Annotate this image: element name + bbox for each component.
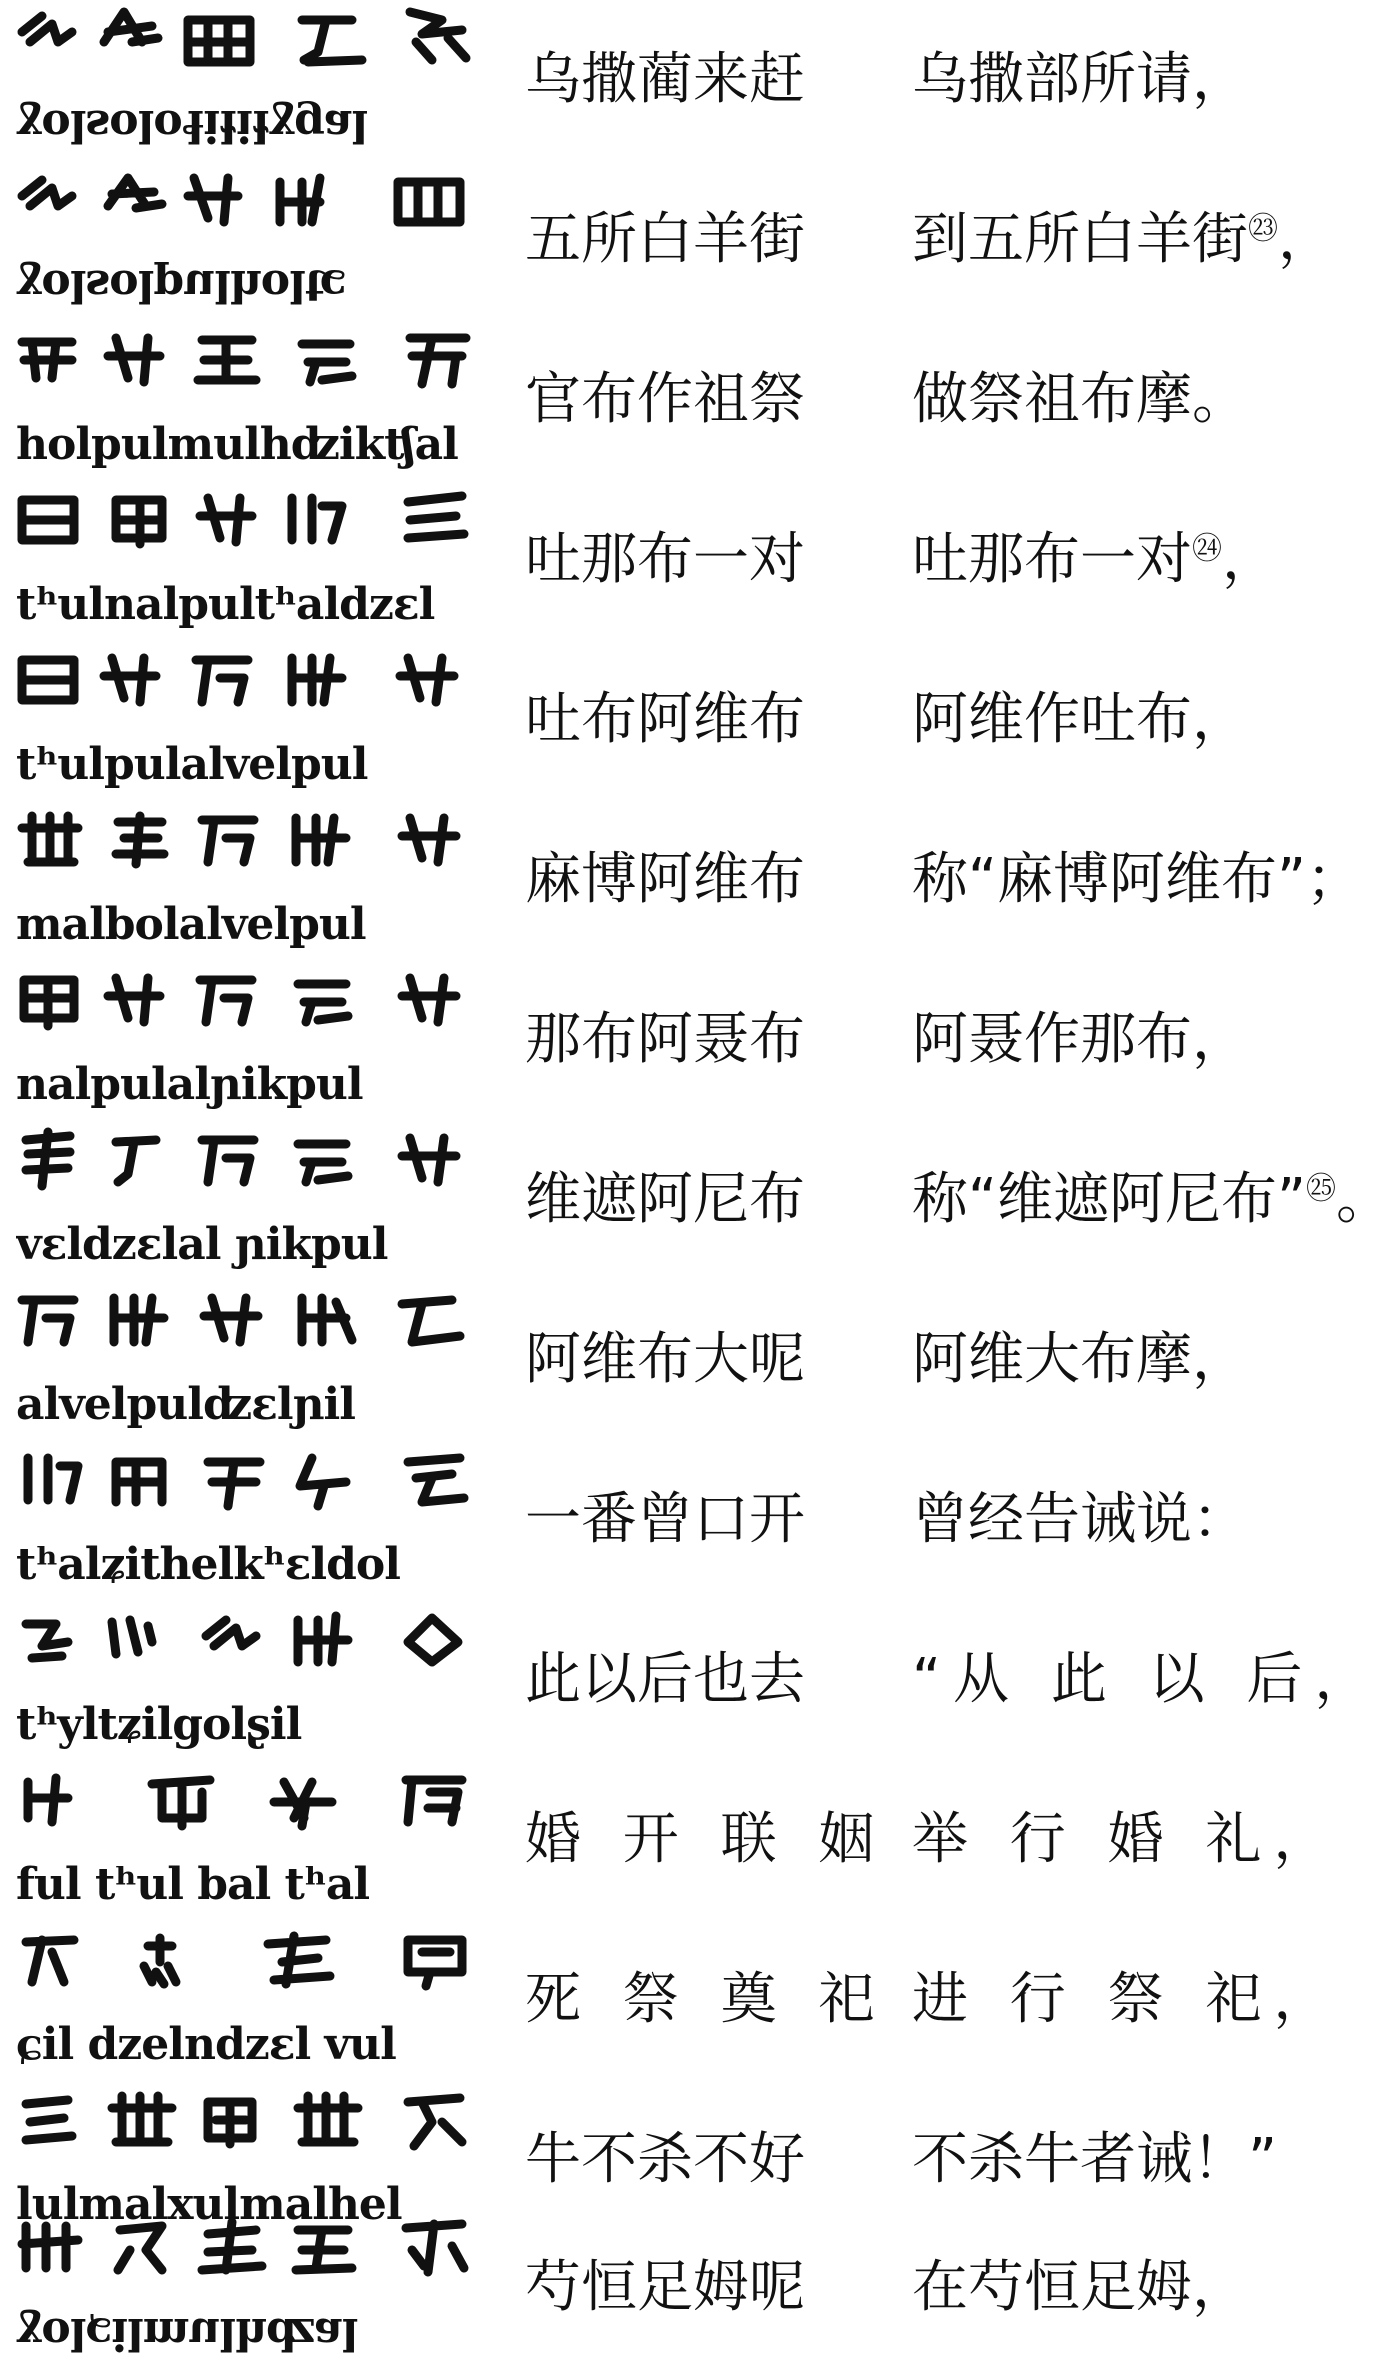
ipa-transcription: tʰulnalpultʰaldzɛl (16, 579, 435, 630)
literal-gloss: 一番曾口开 (525, 1487, 805, 1552)
yi-script-glyphs (12, 1602, 482, 1694)
yi-glyphs-image (12, 962, 482, 1054)
translation-punctuation: ， (1222, 527, 1278, 592)
footnote-marker: ㉓ (1248, 211, 1278, 247)
yi-script-cell (12, 802, 482, 958)
yi-script-glyphs (12, 2210, 482, 2302)
translation (912, 1160, 1392, 1240)
yi-script-glyphs (12, 642, 482, 734)
yi-script-glyphs (12, 162, 482, 254)
yi-script-cell (12, 1282, 482, 1438)
yi-glyphs-image (12, 1122, 482, 1214)
ipa-transcription: alvelpulʣɛlɲil (16, 1379, 355, 1430)
yi-glyphs-image (12, 802, 482, 894)
verse-row (0, 1600, 1392, 1760)
yi-glyphs-image (12, 322, 482, 414)
yi-script-cell (12, 1122, 482, 1278)
yi-script-cell (12, 482, 482, 638)
translation-text: 到五所白羊街 (912, 207, 1248, 272)
literal-gloss: 维遮阿尼布 (525, 1167, 805, 1232)
verse-row (0, 1920, 1392, 2080)
literal-gloss: 牛不杀不好 (525, 2127, 805, 2192)
ipa-transcription: ɕil dzelndzɛl vul (16, 2019, 396, 2070)
translation: 不杀牛者诫！” (912, 2127, 1278, 2192)
yi-script-glyphs (12, 1122, 482, 1214)
yi-glyphs-image (12, 2210, 482, 2302)
verse-row (0, 1440, 1392, 1600)
translation-punctuation: ， (1278, 207, 1334, 272)
yi-script-cell (12, 322, 482, 478)
verse-row (0, 800, 1392, 960)
literal-gloss: 麻博阿维布 (525, 847, 805, 912)
yi-script-cell (12, 1762, 482, 1918)
literal-gloss: 官布作祖祭 (525, 367, 805, 432)
translation: 阿维作吐布， (912, 687, 1248, 752)
translation: 进 行 祭 祀， (912, 1967, 1342, 2032)
ipa-transcription: lulmalxulmalhel (16, 2179, 402, 2230)
ipa-transcription: ɣolɕilmulhʣal (16, 2308, 358, 2359)
footnote-marker: ㉕ (1306, 1171, 1337, 1207)
literal-gloss: 乌撒蔺来赶 (525, 47, 805, 112)
translation: 称“麻博阿维布”； (912, 847, 1363, 912)
ipa-transcription: ɣolsolpulholʨ (16, 260, 346, 311)
ipa-transcription: malbolalvelpul (16, 899, 366, 950)
verse-row (0, 0, 1392, 160)
yi-glyphs-image (12, 1282, 482, 1374)
yi-script-glyphs (12, 1442, 482, 1534)
translation: 做祭祖布摩。 (912, 367, 1248, 432)
literal-gloss: 吐布阿维布 (525, 687, 805, 752)
yi-script-glyphs (12, 2082, 482, 2174)
ipa-transcription: vɛldzɛlal ɲikpul (16, 1219, 388, 1270)
ipa-transcription: ful tʰul bal tʰal (16, 1859, 370, 1910)
ipa-transcription: holpulmulhʣikʧal (16, 419, 458, 470)
yi-glyphs-image (12, 1762, 482, 1854)
yi-script-glyphs (12, 1282, 482, 1374)
translation: 举 行 婚 礼， (912, 1807, 1342, 1872)
literal-gloss: 吐那布一对 (525, 527, 805, 592)
yi-script-glyphs (12, 482, 482, 574)
translation: 曾经告诫说： (912, 1487, 1248, 1552)
yi-script-cell (12, 1602, 482, 1758)
yi-script-glyphs (12, 322, 482, 414)
verse-row (0, 320, 1392, 480)
yi-glyphs-image (12, 162, 482, 254)
translation: 阿维大布摩， (912, 1327, 1248, 1392)
ipa-transcription: tʰyltʑilgolʂil (16, 1699, 302, 1750)
yi-script-cell (12, 642, 482, 798)
yi-script-glyphs (12, 1762, 482, 1854)
yi-glyphs-image (12, 482, 482, 574)
yi-script-cell (12, 2, 482, 158)
literal-gloss: 此以后也去 (525, 1647, 805, 1712)
translation: “从 此 以 后， (912, 1647, 1383, 1712)
literal-gloss: 芍恒足姆呢 (525, 2255, 805, 2320)
ipa-transcription: tʰalʑithelkʰɛldol (16, 1539, 400, 1590)
translation (912, 520, 1382, 600)
translation: 阿聂作那布， (912, 1007, 1248, 1072)
yi-script-glyphs (12, 2, 482, 94)
verse-row (0, 1280, 1392, 1440)
ipa-transcription: tʰulpulalvelpul (16, 739, 368, 790)
ipa-transcription: nalpulalɲikpul (16, 1059, 363, 1110)
translation-punctuation: 。 (1336, 1167, 1392, 1232)
literal-gloss: 婚 开 联 姻 (525, 1807, 887, 1872)
yi-glyphs-image (12, 1602, 482, 1694)
translation: 乌撒部所请， (912, 47, 1248, 112)
translation (912, 200, 1382, 280)
literal-gloss: 五所白羊街 (525, 207, 805, 272)
verse-row (0, 960, 1392, 1120)
yi-script-cell (12, 962, 482, 1118)
yi-glyphs-image (12, 1442, 482, 1534)
yi-script-glyphs (12, 802, 482, 894)
translation-text: 称“维遮阿尼布” (912, 1167, 1307, 1232)
yi-glyphs-image (12, 2082, 482, 2174)
yi-script-cell (12, 2210, 482, 2366)
verse-row (0, 1120, 1392, 1280)
translation-text: 吐那布一对 (912, 527, 1192, 592)
yi-script-cell (12, 1442, 482, 1598)
verse-row (0, 1760, 1392, 1920)
verse-row (0, 160, 1392, 320)
translation: 在芍恒足姆， (912, 2255, 1248, 2320)
yi-glyphs-image (12, 2, 482, 94)
yi-script-glyphs (12, 1922, 482, 2014)
ipa-transcription: ɣolsoloɬiɫiɫɣgal (16, 100, 368, 151)
literal-gloss: 阿维布大呢 (525, 1327, 805, 1392)
verse-row (0, 640, 1392, 800)
yi-glyphs-image (12, 642, 482, 734)
verse-row (0, 2208, 1392, 2368)
yi-script-cell (12, 162, 482, 318)
literal-gloss: 那布阿聂布 (525, 1007, 805, 1072)
footnote-marker: ㉔ (1192, 531, 1222, 567)
yi-script-cell (12, 1922, 482, 2078)
yi-glyphs-image (12, 1922, 482, 2014)
literal-gloss: 死 祭 奠 祀 (525, 1967, 887, 2032)
yi-script-glyphs (12, 962, 482, 1054)
verse-row (0, 480, 1392, 640)
